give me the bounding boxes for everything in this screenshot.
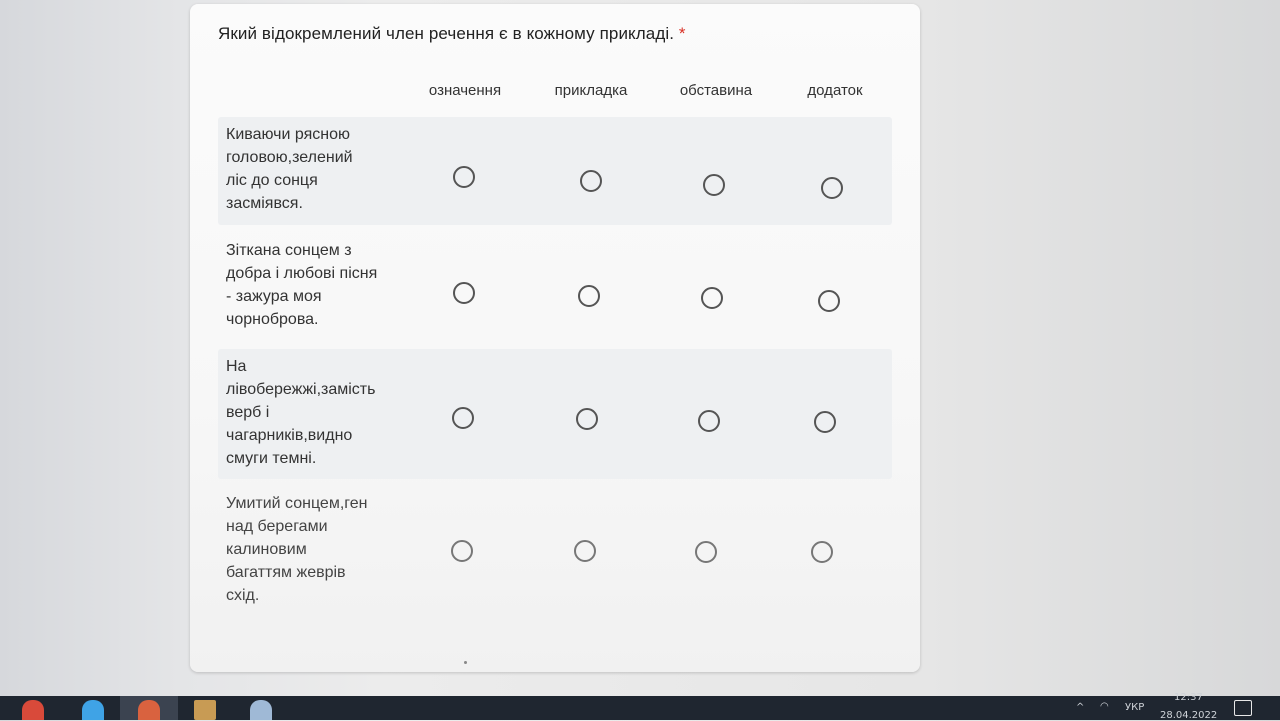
row-label: Умитий сонцем,ген над берегами калиновим багаттям жеврів схід. xyxy=(226,495,368,604)
radio-row4-oznachennia[interactable] xyxy=(451,540,473,562)
app-icon[interactable] xyxy=(82,700,104,720)
grid-row-3 xyxy=(218,349,892,479)
question-title xyxy=(218,24,686,44)
radio-row4-prykladka[interactable] xyxy=(574,540,596,562)
question-text: Який відокремлений член речення є в кожному прикладі. xyxy=(218,24,675,43)
radio-row1-oznachennia[interactable] xyxy=(453,166,475,188)
chevron-up-icon[interactable]: ^ xyxy=(1076,702,1085,713)
row-label: На лівобережжі,замість верб і чагарників,видно смуги темні. xyxy=(226,358,376,467)
wifi-icon[interactable]: ◠ xyxy=(1100,701,1109,712)
radio-row3-oznachennia[interactable] xyxy=(452,407,474,429)
clock-date[interactable]: 28.04.2022 xyxy=(1160,710,1218,721)
radio-row2-dodatok[interactable] xyxy=(818,290,840,312)
radio-row2-prykladka[interactable] xyxy=(578,285,600,307)
radio-row1-obstavyna[interactable] xyxy=(703,174,725,196)
chrome-icon[interactable] xyxy=(22,700,44,720)
radio-row3-dodatok[interactable] xyxy=(814,411,836,433)
grid-row-1 xyxy=(218,117,892,225)
decorative-dot xyxy=(464,661,467,664)
column-header-prykladka: прикладка xyxy=(554,82,628,99)
chrome-icon[interactable] xyxy=(138,700,160,720)
row-label: Киваючи рясною головою,зелений ліс до сонця засміявся. xyxy=(226,126,353,212)
app-icon[interactable] xyxy=(250,700,272,720)
required-asterisk: * xyxy=(678,24,686,43)
question-card xyxy=(190,4,920,672)
radio-row2-oznachennia[interactable] xyxy=(453,282,475,304)
radio-row1-dodatok[interactable] xyxy=(821,177,843,199)
column-header-dodatok: додаток xyxy=(807,82,863,99)
column-header-oznachennia: означення xyxy=(428,82,502,99)
radio-row4-obstavyna[interactable] xyxy=(695,541,717,563)
radio-row3-obstavyna[interactable] xyxy=(698,410,720,432)
row-label: Зіткана сонцем з добра і любові пісня - зажура моя чорноброва. xyxy=(226,242,378,328)
clock-time[interactable]: 12:37 xyxy=(1174,692,1203,703)
file-explorer-icon[interactable] xyxy=(194,700,216,720)
radio-row2-obstavyna[interactable] xyxy=(701,287,723,309)
radio-row3-prykladka[interactable] xyxy=(576,408,598,430)
radio-row1-prykladka[interactable] xyxy=(580,170,602,192)
notification-icon[interactable] xyxy=(1234,700,1252,716)
language-indicator[interactable]: УКР xyxy=(1125,702,1145,713)
grid-row-4 xyxy=(218,486,892,616)
column-header-obstavyna: обставина xyxy=(679,82,753,99)
grid-row-2 xyxy=(218,233,892,341)
radio-row4-dodatok[interactable] xyxy=(811,541,833,563)
taskbar xyxy=(0,692,1280,721)
